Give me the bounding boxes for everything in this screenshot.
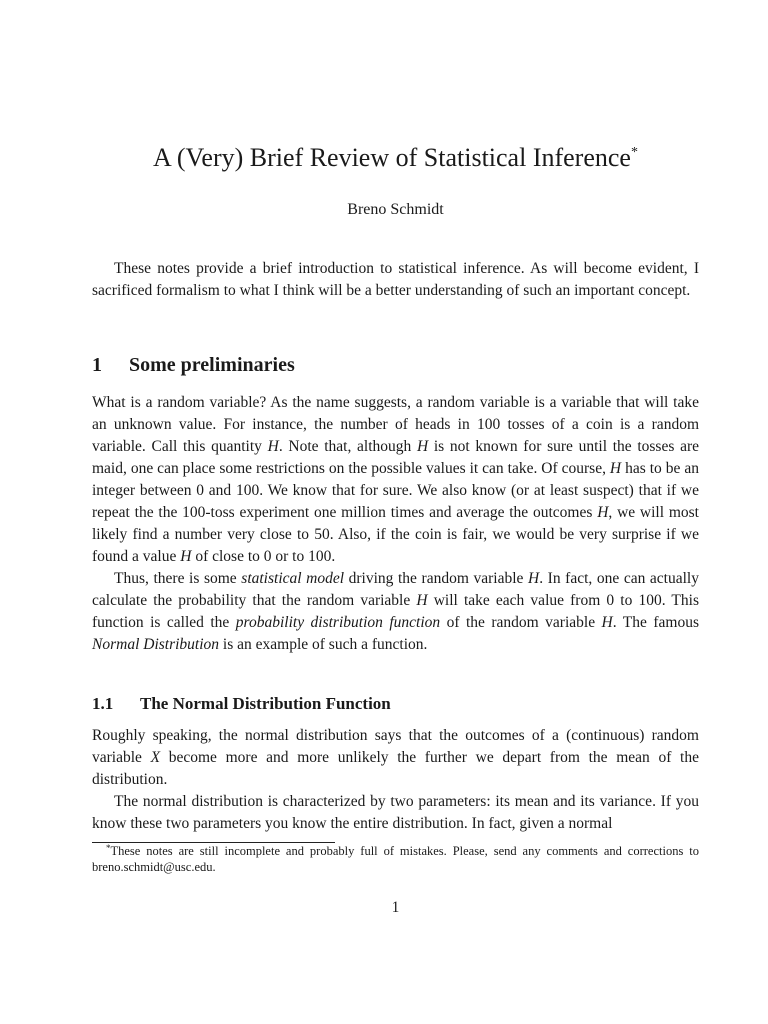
text-run: Roughly speaking, the normal distribution says that the outcomes of a (continuous) random variable: [92, 727, 699, 766]
subsection-title: The Normal Distribution Function: [140, 694, 391, 713]
subsection-paragraph-1: [92, 725, 699, 791]
text-run: driving the random variable: [344, 570, 528, 587]
section-paragraph-1: [92, 392, 699, 568]
section-title: Some preliminaries: [129, 354, 295, 376]
text-run: is an example of such a function.: [219, 636, 428, 653]
text-run: . Note that, although: [278, 438, 417, 455]
text-run: . In fact, one can actually calculate the probability that the random variable: [92, 570, 699, 609]
paper-author: Breno Schmidt: [347, 201, 444, 218]
emphasis: probability distribution function: [235, 614, 441, 631]
section-paragraph-2: [92, 568, 699, 656]
math-variable: X: [150, 749, 161, 766]
footnote-mark: *: [106, 843, 111, 853]
subsection-heading: [92, 693, 699, 715]
text-run: What is a random variable? As the name suggests, a random variable is a variable that will take an unknown value. For instance, the number of heads in 100 tosses of a coin is a random variable. Call this quantity: [92, 394, 699, 455]
text-run: is not known for sure until the tosses are maid, one can place some restrictions on the possible values it can take. Of course,: [92, 438, 699, 477]
section-heading: [92, 353, 699, 377]
math-variable: H: [416, 438, 429, 455]
math-variable: H: [267, 438, 279, 455]
paper-page: [92, 0, 699, 1024]
section-number: 1: [92, 354, 102, 376]
emphasis: Normal Distribution: [92, 636, 220, 653]
math-variable: H: [527, 570, 540, 587]
text-run: of the random variable: [440, 614, 602, 631]
emphasis: statistical model: [241, 570, 345, 587]
math-variable: H: [609, 460, 622, 477]
math-variable: H: [597, 504, 609, 521]
paper-title-text: A (Very) Brief Review of Statistical Inference: [153, 143, 631, 172]
text-run: . The famous: [612, 614, 699, 631]
math-variable: H: [601, 614, 613, 631]
subsection-body: [92, 725, 699, 835]
text-run: will take each value from 0 to 100. This function is called the: [92, 592, 699, 631]
text-run: , we will most likely find a number very close to 50. Also, if the coin is fair, we would be very surprise if we found a value: [92, 504, 699, 565]
abstract-paragraph: These notes provide a brief introduction to statistical inference. As will become evident, I sacrificed formalism to what I think will be a better understanding of such an important concept.: [92, 260, 699, 299]
text-run: become more and more unlikely the further we depart from the mean of the distribution.: [92, 749, 699, 788]
subsection-paragraph-2: The normal distribution is characterized by two parameters: its mean and its variance. If you know these two parameters you know the entire distribution. In fact, given a normal: [92, 793, 699, 832]
title-footnote-mark: *: [630, 145, 638, 160]
text-run: has to be an integer between 0 and 100. We know that for sure. We also know (or at least suspect) that if we repeat the the 100-toss experiment one million times and average the outcomes: [92, 460, 699, 521]
footnote-text: These notes are still incomplete and probably full of mistakes. Please, send any comments and corrections to breno.schmidt@usc.edu.: [92, 844, 699, 874]
subsection-number: 1.1: [92, 694, 114, 713]
section-body: [92, 392, 699, 656]
text-run: of close to 0 or to 100.: [191, 548, 336, 565]
page-number: 1: [391, 899, 400, 916]
text-run: Thus, there is some: [114, 570, 242, 587]
math-variable: H: [416, 592, 428, 609]
paper-title: [92, 142, 699, 174]
footnote: [92, 843, 699, 875]
math-variable: H: [180, 548, 192, 565]
